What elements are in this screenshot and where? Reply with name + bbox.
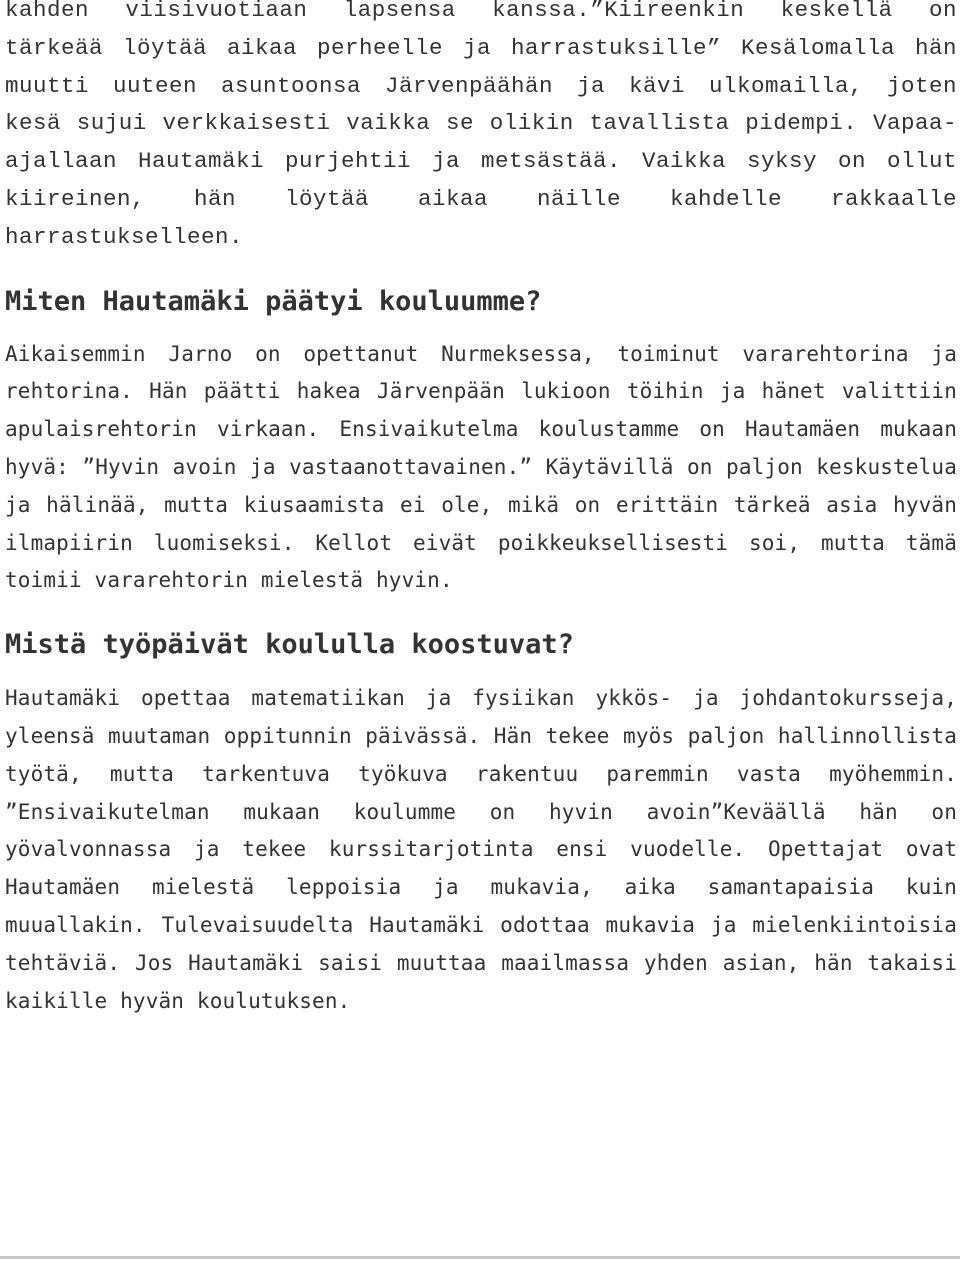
- article-body: [5, 0, 957, 1020]
- article-paragraph-3: Hautamäki opettaa matematiikan ja fysiikan ykkös- ja johdantokursseja, yleensä muutaman oppitunnin päivässä. Hän tekee myös paljon hallinnollista työtä, mutta tarkentuva työkuva rakentuu paremmin vasta myöhemmin. ”Ensivaikutelman mukaan koulumme on hyvin avoin”Keväällä hän on yövalvonnassa ja tekee kurssitarjotinta ensi vuodelle. Opettajat ovat Hautamäen mielestä leppoisia ja mukavia, aika samantapaisia kuin muuallakin. Tulevaisuudelta Hautamäki odottaa mukavia ja mielenkiintoisia tehtäviä. Jos Hautamäki saisi muuttaa maailmassa yhden asian, hän takaisi kaikille hyvän koulutuksen.: [5, 686, 957, 1013]
- section-heading-2: Mistä työpäivät koululla koostuvat?: [5, 629, 574, 661]
- bottom-divider: [0, 1256, 960, 1259]
- article-paragraph-2: Aikaisemmin Jarno on opettanut Nurmeksessa, toiminut vararehtorina ja rehtorina. Hän päätti hakea Järvenpään lukioon töihin ja hänet valittiin apulaisrehtorin virkaan. Ensivaikutelma koulustamme on Hautamäen mukaan hyvä: ”Hyvin avoin ja vastaanottavainen.” Käytävillä on paljon keskustelua ja hälinää, mutta kiusaamista ei ole, mikä on erittäin tärkeä asia hyvän ilmapiirin luomiseksi. Kellot eivät poikkeuksellisesti soi, mutta tämä toimii vararehtorin mielestä hyvin.: [5, 341, 957, 593]
- section-heading-1: Miten Hautamäki päätyi kouluumme?: [5, 285, 542, 317]
- article-paragraph-1: kahden viisivuotiaan lapsensa kanssa.”Kiireenkin keskellä on tärkeää löytää aikaa perheelle ja harrastuksille” Kesälomalla hän muutti uuteen asuntoonsa Järvenpäähän ja kävi ulkomailla, joten kesä sujui verkkaisesti vaikka se olikin tavallista pidempi. Vapaa-ajallaan Hautamäki purjehtii ja metsästää. Vaikka syksy on ollut kiireinen, hän löytää aikaa näille kahdelle rakkaalle harrastukselleen.: [5, 0, 957, 250]
